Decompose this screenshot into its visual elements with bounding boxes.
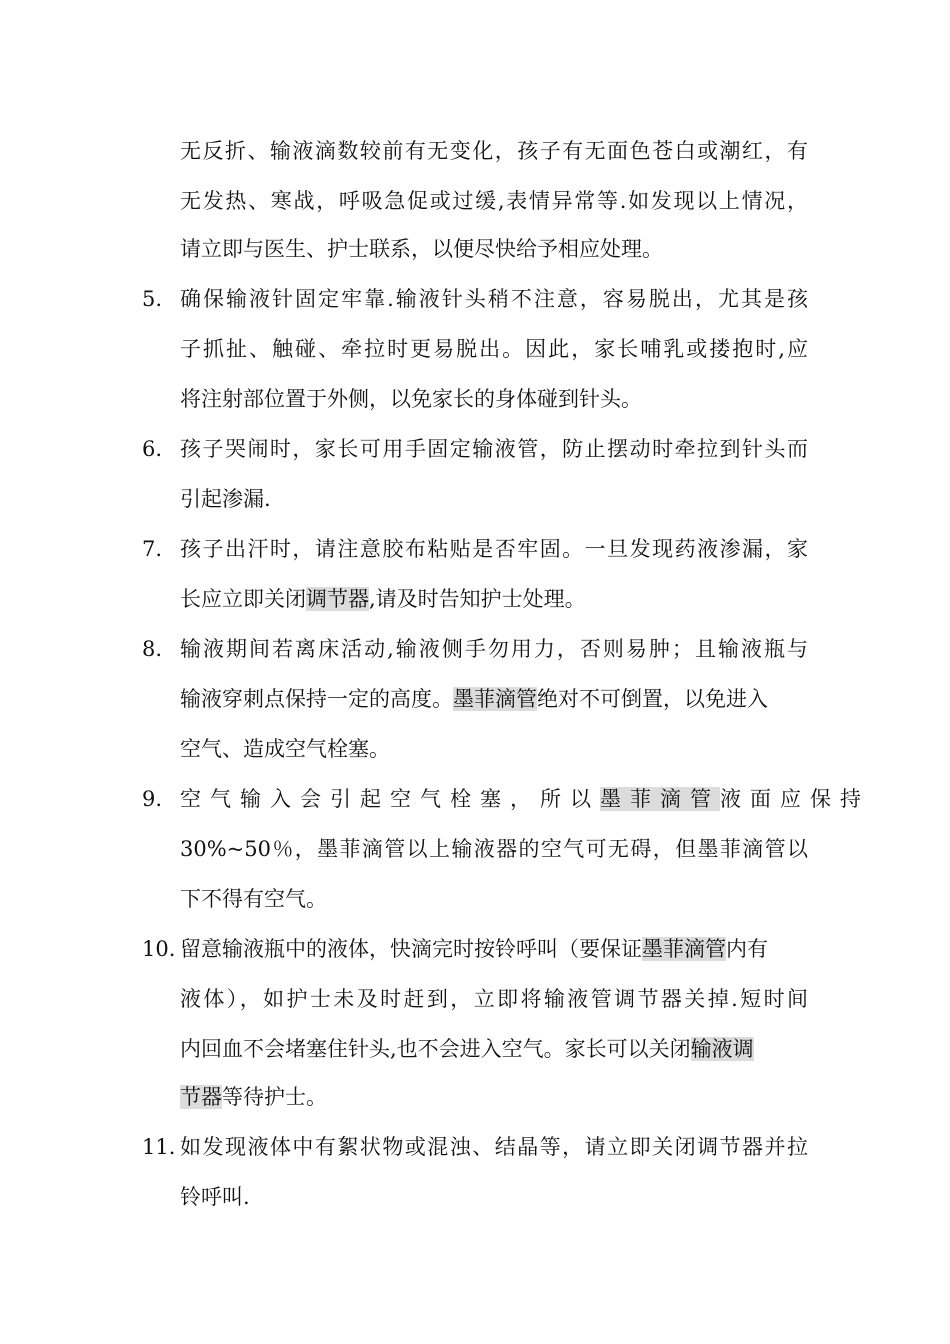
text-line: 引起渗漏. xyxy=(180,487,271,511)
text-line xyxy=(180,1034,808,1064)
list-number-10: 10. xyxy=(142,937,176,961)
text-segment: 输液穿刺点保持一定的高度。 xyxy=(180,687,453,711)
highlighted-term: 墨菲滴管 xyxy=(453,687,537,711)
text-segment: 留意输液瓶中的液体，快滴完时按铃呼叫（要保证 xyxy=(180,937,642,961)
text-line xyxy=(180,584,808,614)
highlighted-term: 调节器 xyxy=(306,587,369,611)
text-segment: 液面应保持 xyxy=(720,787,870,811)
text-line: 将注射部位置于外侧，以免家长的身体碰到针头。 xyxy=(180,387,642,411)
text-line: 孩子哭闹时，家长可用手固定输液管，防止摆动时牵拉到针头而 xyxy=(180,437,808,461)
list-number-6: 6. xyxy=(142,437,163,461)
text-line: 30%~50％，墨菲滴管以上输液器的空气可无碍，但墨菲滴管以 xyxy=(180,837,808,861)
text-line: 无发热、寒战，呼吸急促或过缓,表情异常等.如发现以上情况， xyxy=(180,189,808,213)
text-line: 铃呼叫. xyxy=(180,1185,250,1209)
list-number-11: 11. xyxy=(142,1135,176,1159)
highlighted-term: 墨菲滴管 xyxy=(600,787,720,811)
text-segment: ,请及时告知护士处理。 xyxy=(369,587,586,611)
list-number-7: 7. xyxy=(142,537,163,561)
text-line: 子抓扯、触碰、牵拉时更易脱出。因此，家长哺乳或搂抱时,应 xyxy=(180,337,808,361)
text-line xyxy=(180,784,870,814)
text-segment: 内有 xyxy=(726,937,768,961)
list-number-5: 5. xyxy=(142,287,163,311)
text-segment: 内回血不会堵塞住针头,也不会进入空气。家长可以关闭 xyxy=(180,1037,691,1061)
text-line xyxy=(180,1082,808,1112)
text-line: 输液期间若离床活动,输液侧手勿用力，否则易肿；且输液瓶与 xyxy=(180,637,808,661)
text-line: 空气、造成空气栓塞。 xyxy=(180,737,390,761)
text-segment: 绝对不可倒置，以免进入 xyxy=(537,687,768,711)
highlighted-term: 墨菲滴管 xyxy=(642,937,726,961)
text-line: 确保输液针固定牢靠.输液针头稍不注意，容易脱出，尤其是孩 xyxy=(180,287,808,311)
text-segment: 等待护士。 xyxy=(222,1085,327,1109)
text-segment: 空气输入会引起空气栓塞，所以 xyxy=(180,787,600,811)
highlighted-term: 节器 xyxy=(180,1085,222,1109)
text-line: 如发现液体中有絮状物或混浊、结晶等，请立即关闭调节器并拉 xyxy=(180,1135,808,1159)
text-line: 孩子出汗时，请注意胶布粘贴是否牢固。一旦发现药液渗漏，家 xyxy=(180,537,808,561)
highlighted-term: 输液调 xyxy=(690,1037,754,1061)
text-line xyxy=(180,934,808,964)
list-number-8: 8. xyxy=(142,637,163,661)
text-line xyxy=(180,684,808,714)
text-segment: 长应立即关闭 xyxy=(180,587,306,611)
text-line: 请立即与医生、护士联系，以便尽快给予相应处理。 xyxy=(180,237,663,261)
list-number-9: 9. xyxy=(142,787,163,811)
text-line: 液体），如护士未及时赶到，立即将输液管调节器关掉.短时间 xyxy=(180,987,808,1011)
text-line: 无反折、输液滴数较前有无变化，孩子有无面色苍白或潮红，有 xyxy=(180,139,808,163)
text-line: 下不得有空气。 xyxy=(180,887,327,911)
